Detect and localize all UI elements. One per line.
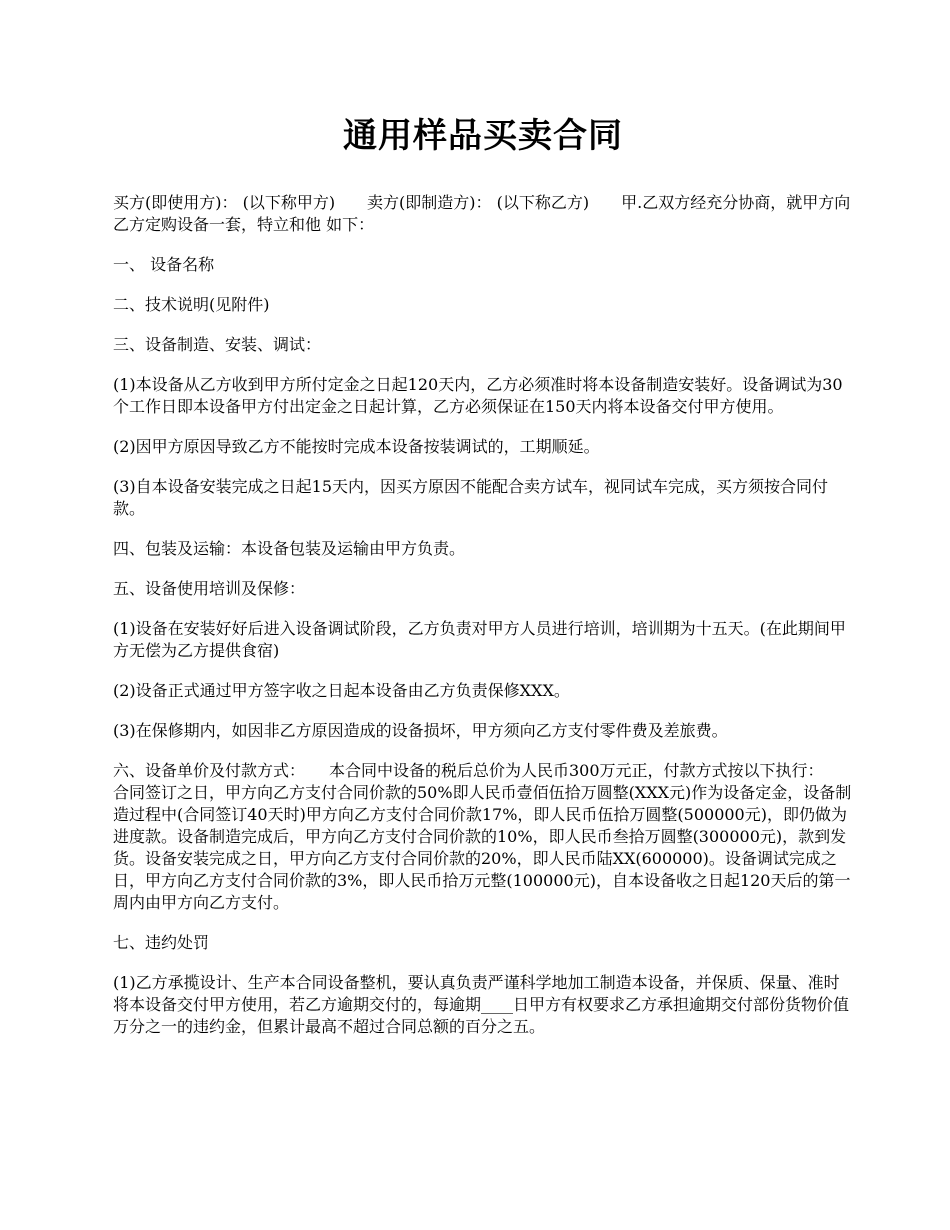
section-6-payment: 六、设备单价及付款方式： 本合同中设备的税后总价为人民币300万元正，付款方式按以下执行： 合同签订之日，甲方向乙方支付合同价款的50%即人民币壹佰伍拾万圆整(XXX元)作为设备定金，设备制造过程中(合同签订40天时)甲方向乙方支付合同价款17%，即人民币伍拾万圆整(500000元)，即仍做为进度款。设备制造完成后，甲方向乙方支付合同价款的10%，即人民币叁拾万圆整(300000元)，款到发货。设备安装完成之日，甲方向乙方支付合同价款的20%，即人民币陆XX(600000)。设备调试完成之日，甲方向乙方支付合同价款的3%，即人民币拾万元整(100000元)，自本设备收之日起120天后的第一周内由甲方向乙方支付。: [113, 761, 852, 912]
section-3-heading: 三、设备制造、安装、调试：: [113, 335, 322, 354]
section-3-clause-2: (2)因甲方原因导致乙方不能按时完成本设备按装调试的，工期顺延。: [113, 437, 600, 456]
penalty-text-before: (1)乙方承揽设计、生产本合同设备整机，要认真负责严谨科学地加工制造本设备，并保质、保量、准时将本设备交付甲方使用，若乙方逾期交付的，每逾期: [113, 973, 840, 1014]
section-7-heading: 七、违约处罚: [113, 933, 210, 952]
section-2-heading: 二、技术说明(见附件): [113, 295, 270, 314]
section-5-heading: 五、设备使用培训及保修：: [113, 579, 306, 598]
section-3-clause-3: (3)自本设备安装完成之日起15天内，因买方原因不能配合卖方试车，视同试车完成，买方须按合同付款。: [113, 477, 829, 518]
section-1-heading: 一、 设备名称: [113, 255, 215, 274]
section-5-clause-2: (2)设备正式通过甲方签字收之日起本设备由乙方负责保修XXX。: [113, 681, 570, 700]
penalty-text-after: 日甲方有权要求乙方承担逾期交付部份货物价值万分之一的违约金，但累计最高不超过合同总额的百分之五。: [113, 995, 850, 1036]
contract-page: [113, 110, 853, 1056]
document-title: 通用样品买卖合同: [343, 116, 623, 156]
section-4-heading: 四、包装及运输：本设备包装及运输由甲方负责。: [113, 539, 466, 558]
section-7-clause-1: [113, 972, 853, 1038]
preamble-paragraph: 买方(即使用方)： (以下称甲方) 卖方(即制造方)： (以下称乙方) 甲.乙双方经充分协商，就甲方向乙方定购设备一套，特立和他 如下：: [113, 193, 851, 234]
penalty-blank-field: ____: [481, 995, 514, 1014]
section-5-clause-3: (3)在保修期内，如因非乙方原因造成的设备损坏，甲方须向乙方支付零件费及差旅费。: [113, 721, 728, 740]
section-3-clause-1: (1)本设备从乙方收到甲方所付定金之日起120天内，乙方必须准时将本设备制造安装好。设备调试为30个工作日即本设备甲方付出定金之日起计算，乙方必须保证在150天内将本设备交付甲方使用。: [113, 375, 843, 416]
section-5-clause-1: (1)设备在安装好好后进入设备调试阶段，乙方负责对甲方人员进行培训，培训期为十五天。(在此期间甲方无偿为乙方提供食宿): [113, 619, 846, 660]
